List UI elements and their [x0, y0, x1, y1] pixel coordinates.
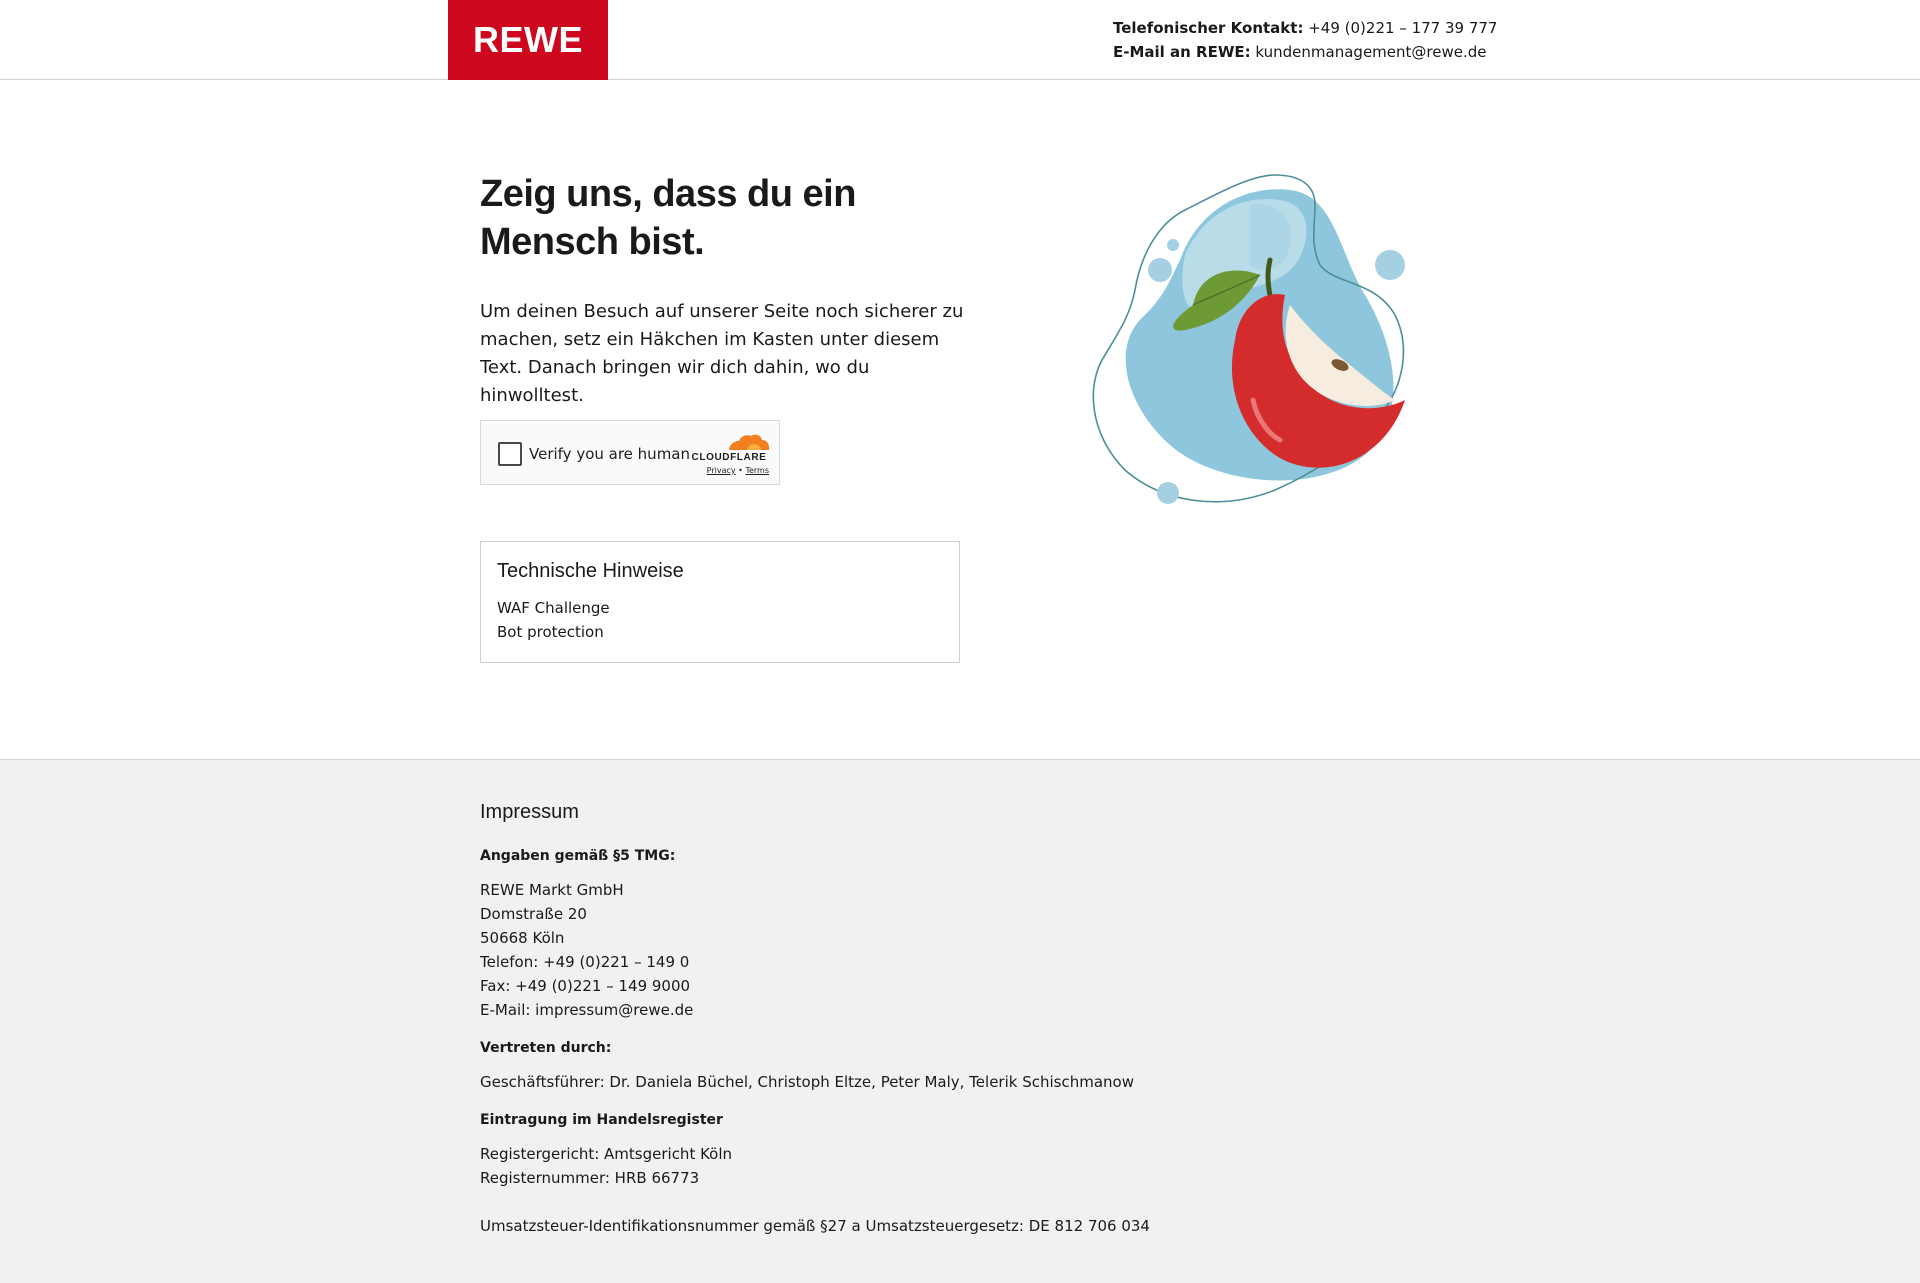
- technical-notes-title: Technische Hinweise: [497, 560, 684, 582]
- address-line: E-Mail: impressum@rewe.de: [480, 1001, 694, 1019]
- register-line: Registernummer: HRB 66773: [480, 1169, 700, 1187]
- verify-label: Verify you are human: [529, 445, 691, 463]
- apple-illustration-icon: [1075, 165, 1445, 535]
- page-title: Zeig uns, dass du ein Mensch bist.: [480, 173, 856, 263]
- technical-note-item: WAF Challenge: [497, 599, 610, 617]
- tmg-heading: Angaben gemäß §5 TMG:: [480, 848, 676, 864]
- represented-heading: Vertreten durch:: [480, 1040, 612, 1056]
- address-line: Domstraße 20: [480, 905, 587, 923]
- terms-link[interactable]: Terms: [745, 466, 769, 475]
- register-heading: Eintragung im Handelsregister: [480, 1112, 723, 1128]
- page-lead: Um deinen Besuch auf unserer Seite noch sicherer zu machen, setz ein Häkchen im Kasten unter diesem Text. Danach bringen wir dich dahin, wo du hinwolltest.: [480, 301, 964, 406]
- privacy-link[interactable]: Privacy: [706, 466, 736, 475]
- phone-contact: [1113, 16, 1497, 40]
- cloudflare-links: [689, 466, 769, 475]
- cloudflare-cloud-icon: [689, 432, 769, 454]
- email-value[interactable]: kundenmanagement@rewe.de: [1255, 43, 1487, 61]
- address-line: REWE Markt GmbH: [480, 881, 624, 899]
- represented-text: Geschäftsführer: Dr. Daniela Büchel, Christoph Eltze, Peter Maly, Telerik Schischmanow: [480, 1073, 1134, 1091]
- address-line: Fax: +49 (0)221 – 149 9000: [480, 977, 691, 995]
- site-footer: [0, 759, 1920, 1283]
- phone-value[interactable]: +49 (0)221 – 177 39 777: [1308, 19, 1498, 37]
- impressum-title: Impressum: [480, 801, 579, 823]
- rewe-logo[interactable]: REWE: [448, 0, 608, 80]
- link-separator: •: [738, 466, 743, 475]
- cloudflare-wordmark: CLOUDFLARE: [691, 452, 767, 463]
- address-line: 50668 Köln: [480, 929, 565, 947]
- company-address: [480, 878, 1380, 1022]
- impressum: [480, 798, 1380, 1238]
- verify-checkbox[interactable]: [498, 442, 522, 466]
- technical-note-item: Bot protection: [497, 623, 604, 641]
- email-label: E-Mail an REWE:: [1113, 43, 1251, 61]
- technical-notes-box: [480, 541, 960, 663]
- address-line: Telefon: +49 (0)221 – 149 0: [480, 953, 690, 971]
- register-line: Registergericht: Amtsgericht Köln: [480, 1145, 733, 1163]
- main-content: [480, 170, 970, 410]
- turnstile-widget: [480, 420, 780, 485]
- register-info: [480, 1142, 1380, 1190]
- technical-notes-list: [497, 596, 943, 644]
- email-contact: [1113, 40, 1497, 64]
- phone-label: Telefonischer Kontakt:: [1113, 19, 1304, 37]
- vat-id: Umsatzsteuer-Identifikationsnummer gemäß §27 a Umsatzsteuergesetz: DE 812 706 034: [480, 1217, 1150, 1235]
- header-contact: [1113, 16, 1497, 64]
- cloudflare-brand: [689, 432, 769, 478]
- site-header: [0, 0, 1920, 80]
